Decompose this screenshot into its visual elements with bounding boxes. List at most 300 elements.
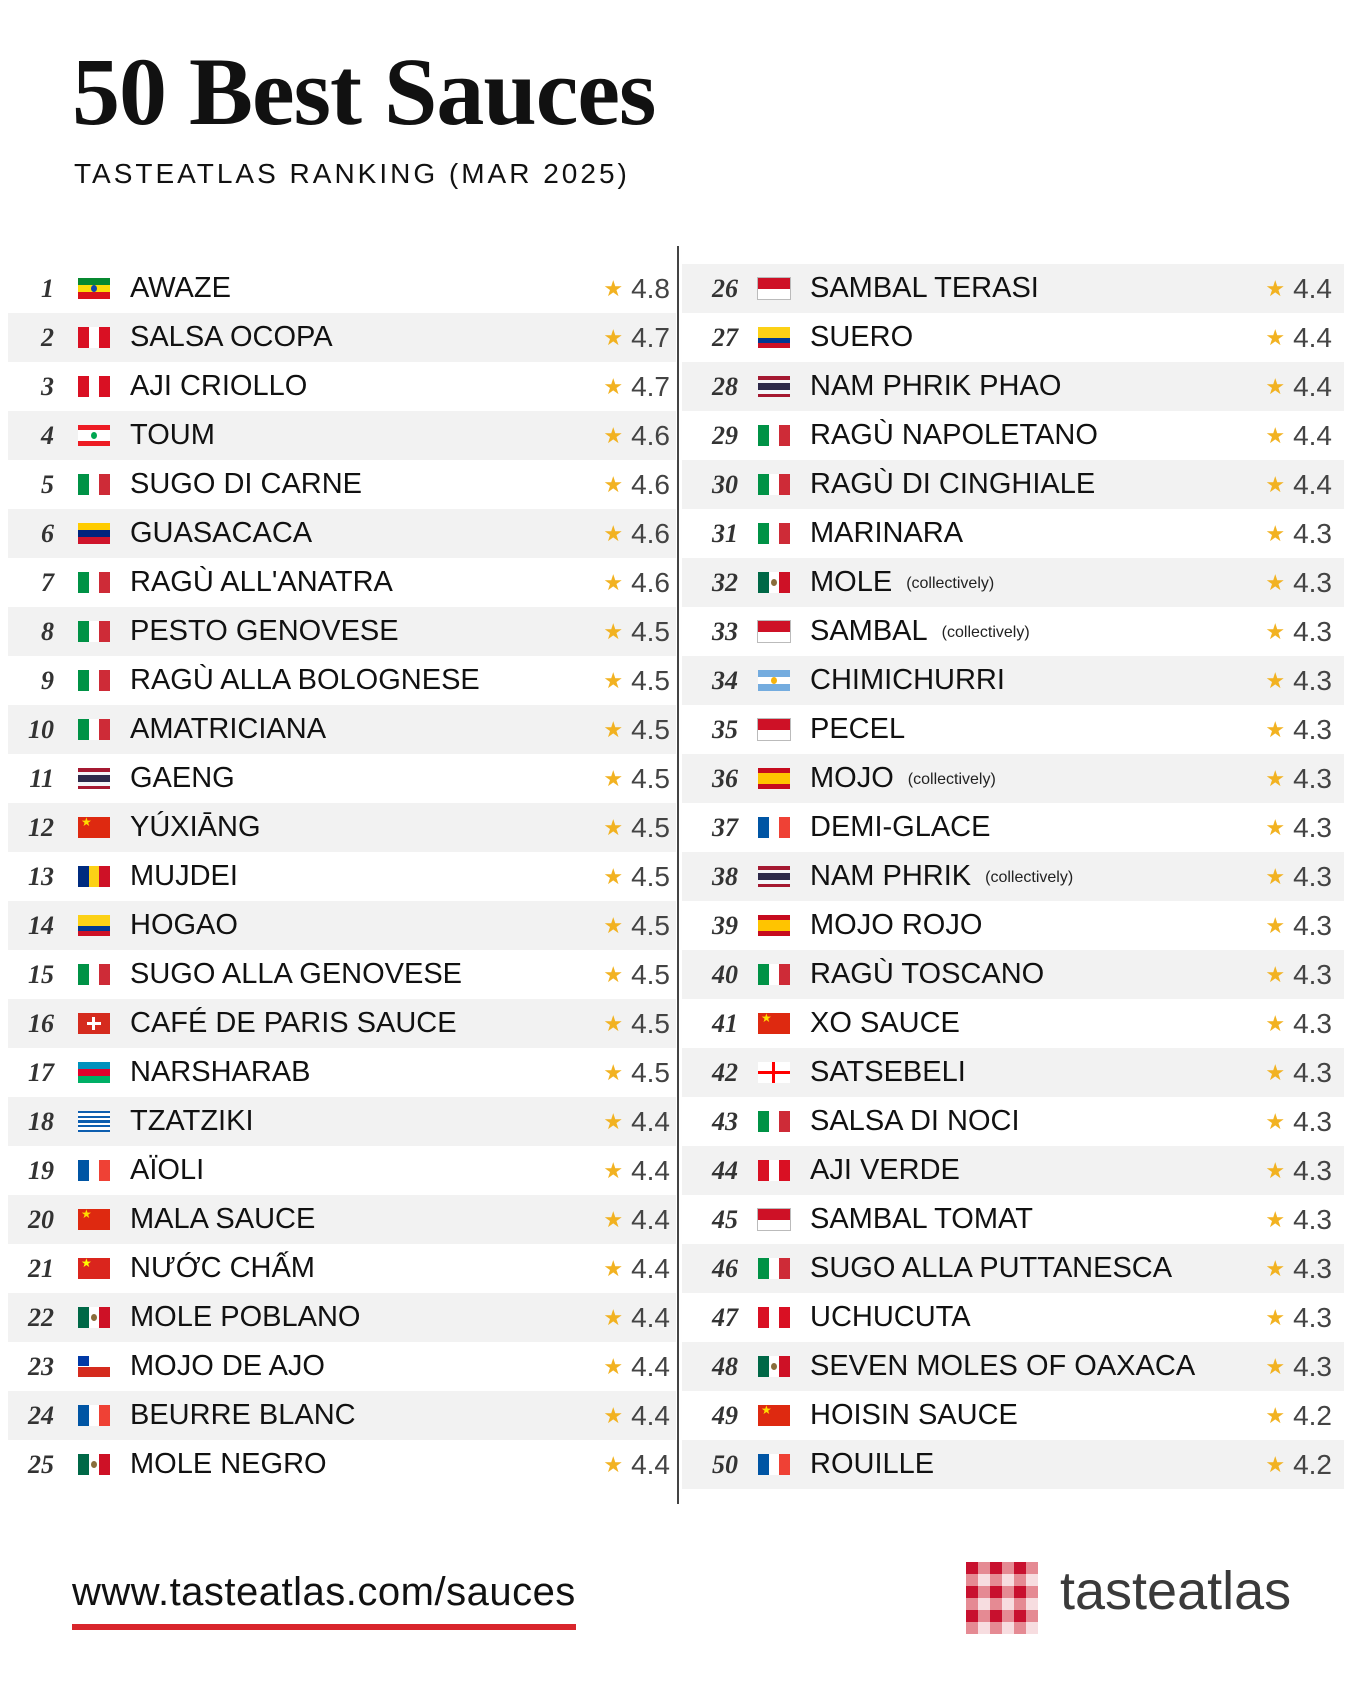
star-icon: ★ bbox=[603, 815, 624, 840]
star-icon: ★ bbox=[1265, 1011, 1286, 1036]
rating bbox=[603, 1195, 670, 1244]
rating bbox=[603, 607, 670, 656]
star-icon: ★ bbox=[603, 962, 624, 987]
sauce-name-text: AÏOLI bbox=[130, 1154, 205, 1186]
sauce-name bbox=[810, 656, 1005, 705]
rating bbox=[603, 264, 670, 313]
sauce-name-text: CHIMICHURRI bbox=[810, 664, 1005, 696]
rating bbox=[1265, 1391, 1332, 1440]
ranking-row bbox=[8, 950, 676, 999]
rank-number: 17 bbox=[28, 1058, 54, 1087]
rank-number: 49 bbox=[712, 1401, 738, 1430]
star-icon: ★ bbox=[1265, 766, 1286, 791]
ranking-row bbox=[8, 1293, 676, 1342]
url-underline bbox=[72, 1624, 576, 1630]
rating-value: 4.5 bbox=[631, 665, 670, 696]
logo-wordmark: tasteatlas bbox=[1060, 1561, 1292, 1621]
rank-number: 14 bbox=[28, 911, 54, 940]
ranking-row bbox=[682, 313, 1344, 362]
ranking-column-left bbox=[8, 264, 676, 1489]
rank-number: 7 bbox=[41, 568, 54, 597]
star-icon: ★ bbox=[1265, 1452, 1286, 1477]
rank-number: 50 bbox=[712, 1450, 738, 1479]
star-icon: ★ bbox=[603, 325, 624, 350]
sauce-name-text: RAGÙ NAPOLETANO bbox=[810, 419, 1098, 451]
ranking-row bbox=[682, 411, 1344, 460]
sauce-name bbox=[810, 313, 913, 362]
flag-peru-icon bbox=[758, 1307, 790, 1328]
rating-value: 4.5 bbox=[631, 861, 670, 892]
sauce-name-text: PECEL bbox=[810, 713, 906, 745]
rank-number: 39 bbox=[712, 911, 738, 940]
flag-vietnam-icon: ★ bbox=[78, 1258, 110, 1279]
star-icon: ★ bbox=[1265, 1354, 1286, 1379]
rank-number: 16 bbox=[28, 1009, 54, 1038]
sauce-note: (collectively) bbox=[985, 868, 1074, 886]
sauce-name-text: GUASACACA bbox=[130, 517, 313, 549]
rating-value: 4.5 bbox=[631, 1057, 670, 1088]
rank-number: 35 bbox=[712, 715, 738, 744]
rating bbox=[1265, 754, 1332, 803]
sauce-name bbox=[810, 607, 1030, 656]
rating bbox=[603, 1244, 670, 1293]
rating-value: 4.4 bbox=[1293, 469, 1332, 500]
star-icon: ★ bbox=[603, 766, 624, 791]
sauce-name-text: DEMI-GLACE bbox=[810, 811, 991, 843]
rank-number: 15 bbox=[28, 960, 54, 989]
sauce-name-text: NƯỚC CHẤM bbox=[130, 1252, 315, 1284]
ranking-row bbox=[8, 1440, 676, 1489]
rank-number: 34 bbox=[712, 666, 738, 695]
rating-value: 4.3 bbox=[1293, 861, 1332, 892]
sauce-name-text: NAM PHRIK bbox=[810, 860, 972, 892]
star-icon: ★ bbox=[1265, 1060, 1286, 1085]
sauce-name-text: MARINARA bbox=[810, 517, 964, 549]
ranking-row bbox=[682, 1440, 1344, 1489]
flag-spain-icon bbox=[758, 915, 790, 936]
rank-number: 37 bbox=[712, 813, 738, 842]
sauce-name-text: SUGO DI CARNE bbox=[130, 468, 363, 500]
ranking-row bbox=[682, 1048, 1344, 1097]
sauce-name bbox=[810, 1048, 966, 1097]
sauce-name-text: SAMBAL TOMAT bbox=[810, 1203, 1033, 1235]
star-icon: ★ bbox=[1265, 423, 1286, 448]
flag-italy-icon bbox=[758, 1258, 790, 1279]
star-icon: ★ bbox=[603, 619, 624, 644]
rating-value: 4.5 bbox=[631, 763, 670, 794]
rating bbox=[1265, 1293, 1332, 1342]
rank-number: 20 bbox=[28, 1205, 54, 1234]
star-icon: ★ bbox=[603, 1011, 624, 1036]
ranking-row bbox=[682, 558, 1344, 607]
rating-value: 4.3 bbox=[1293, 1106, 1332, 1137]
rank-number: 43 bbox=[712, 1107, 738, 1136]
ranking-row bbox=[8, 313, 676, 362]
flag-italy-icon bbox=[78, 964, 110, 985]
rank-number: 13 bbox=[28, 862, 54, 891]
star-icon: ★ bbox=[603, 864, 624, 889]
sauce-name bbox=[130, 362, 307, 411]
rating-value: 4.3 bbox=[1293, 1155, 1332, 1186]
sauce-name-text: YÚXIĀNG bbox=[130, 811, 261, 843]
rating-value: 4.5 bbox=[631, 1008, 670, 1039]
ranking-row bbox=[682, 1146, 1344, 1195]
sauce-name bbox=[810, 1244, 1172, 1293]
rating bbox=[1265, 803, 1332, 852]
rating-value: 4.3 bbox=[1293, 1351, 1332, 1382]
flag-france-icon bbox=[758, 1454, 790, 1475]
ranking-row bbox=[682, 362, 1344, 411]
rating bbox=[603, 362, 670, 411]
rank-number: 48 bbox=[712, 1352, 738, 1381]
rank-number: 21 bbox=[28, 1254, 54, 1283]
rating-value: 4.3 bbox=[1293, 763, 1332, 794]
flag-switzerland-icon bbox=[78, 1013, 110, 1034]
sauce-name bbox=[130, 460, 362, 509]
star-icon: ★ bbox=[603, 1403, 624, 1428]
rank-number: 11 bbox=[29, 764, 54, 793]
rating-value: 4.4 bbox=[631, 1253, 670, 1284]
sauce-name bbox=[810, 754, 996, 803]
sauce-name-text: AWAZE bbox=[130, 272, 231, 304]
sauce-name-text: HOISIN SAUCE bbox=[810, 1399, 1018, 1431]
rating bbox=[603, 999, 670, 1048]
sauce-name bbox=[130, 950, 462, 999]
star-icon: ★ bbox=[603, 1207, 624, 1232]
rating bbox=[603, 460, 670, 509]
sauce-name bbox=[130, 1048, 311, 1097]
flag-indonesia-icon bbox=[758, 1209, 790, 1230]
star-icon: ★ bbox=[1265, 864, 1286, 889]
rating bbox=[1265, 1097, 1332, 1146]
star-icon: ★ bbox=[603, 1256, 624, 1281]
sauce-name bbox=[130, 754, 235, 803]
rating bbox=[603, 754, 670, 803]
sauce-name-text: AJI VERDE bbox=[810, 1154, 960, 1186]
rating-value: 4.4 bbox=[1293, 371, 1332, 402]
flag-italy-icon bbox=[758, 523, 790, 544]
page-subtitle: TASTEATLAS RANKING (MAR 2025) bbox=[74, 158, 630, 189]
rating bbox=[603, 950, 670, 999]
sauce-name-text: TZATZIKI bbox=[130, 1105, 254, 1137]
rank-number: 40 bbox=[712, 960, 738, 989]
star-icon: ★ bbox=[1265, 570, 1286, 595]
rating-value: 4.5 bbox=[631, 714, 670, 745]
flag-ethiopia-icon bbox=[78, 278, 110, 299]
rating-value: 4.4 bbox=[631, 1155, 670, 1186]
sauce-name-text: ROUILLE bbox=[810, 1448, 935, 1480]
sauce-name-text: MOLE POBLANO bbox=[130, 1301, 361, 1333]
rating-value: 4.3 bbox=[1293, 665, 1332, 696]
column-divider bbox=[677, 246, 679, 1504]
ranking-row bbox=[682, 852, 1344, 901]
rating bbox=[1265, 656, 1332, 705]
sauce-note: (collectively) bbox=[907, 770, 996, 788]
rating bbox=[1265, 1342, 1332, 1391]
ranking-row bbox=[682, 1244, 1344, 1293]
rating bbox=[603, 509, 670, 558]
rating-value: 4.3 bbox=[1293, 518, 1332, 549]
ranking-row bbox=[682, 1293, 1344, 1342]
sauce-name-text: HOGAO bbox=[130, 909, 238, 941]
sauce-name-text: GAENG bbox=[130, 762, 235, 794]
star-icon: ★ bbox=[1265, 276, 1286, 301]
rating-value: 4.2 bbox=[1293, 1400, 1332, 1431]
flag-thailand-icon bbox=[758, 866, 790, 887]
sauce-name-text: NAM PHRIK PHAO bbox=[810, 370, 1062, 402]
ranking-row bbox=[8, 558, 676, 607]
rating bbox=[603, 558, 670, 607]
rank-number: 42 bbox=[712, 1058, 738, 1087]
ranking-row bbox=[8, 1146, 676, 1195]
rank-number: 26 bbox=[712, 274, 738, 303]
sauce-name-text: UCHUCUTA bbox=[810, 1301, 971, 1333]
rank-number: 10 bbox=[28, 715, 54, 744]
star-icon: ★ bbox=[603, 1305, 624, 1330]
star-icon: ★ bbox=[603, 1158, 624, 1183]
rating-value: 4.6 bbox=[631, 567, 670, 598]
sauce-name-text: MOJO DE AJO bbox=[130, 1350, 325, 1382]
flag-china-icon: ★ bbox=[78, 1209, 110, 1230]
rank-number: 4 bbox=[41, 421, 54, 450]
rank-number: 30 bbox=[712, 470, 738, 499]
sauce-name bbox=[130, 1195, 315, 1244]
rank-number: 25 bbox=[28, 1450, 54, 1479]
sauce-name bbox=[810, 1391, 1018, 1440]
rank-number: 44 bbox=[712, 1156, 738, 1185]
flag-indonesia-icon bbox=[758, 719, 790, 740]
flag-china-icon: ★ bbox=[758, 1013, 790, 1034]
flag-mexico-icon bbox=[78, 1454, 110, 1475]
flag-france-icon bbox=[758, 817, 790, 838]
ranking-row bbox=[8, 509, 676, 558]
ranking-row bbox=[8, 901, 676, 950]
ranking-row bbox=[682, 999, 1344, 1048]
star-icon: ★ bbox=[1265, 717, 1286, 742]
rating-value: 4.5 bbox=[631, 959, 670, 990]
ranking-row bbox=[8, 1342, 676, 1391]
ranking-row bbox=[682, 901, 1344, 950]
sauce-name bbox=[130, 558, 393, 607]
sauce-name bbox=[810, 950, 1044, 999]
ranking-row bbox=[8, 1048, 676, 1097]
sauce-name bbox=[130, 411, 215, 460]
rating bbox=[603, 313, 670, 362]
ranking-row bbox=[8, 1391, 676, 1440]
flag-spain-icon bbox=[758, 768, 790, 789]
star-icon: ★ bbox=[1265, 913, 1286, 938]
ranking-row bbox=[682, 1097, 1344, 1146]
rating-value: 4.4 bbox=[631, 1400, 670, 1431]
rank-number: 38 bbox=[712, 862, 738, 891]
flag-colombia-icon bbox=[78, 915, 110, 936]
sauce-name bbox=[810, 852, 1073, 901]
sauce-name-text: BEURRE BLANC bbox=[130, 1399, 356, 1431]
star-icon: ★ bbox=[1265, 1305, 1286, 1330]
rating bbox=[1265, 460, 1332, 509]
rank-number: 6 bbox=[41, 519, 54, 548]
rank-number: 33 bbox=[712, 617, 738, 646]
flag-mexico-icon bbox=[758, 1356, 790, 1377]
rating-value: 4.3 bbox=[1293, 1302, 1332, 1333]
sauce-name bbox=[130, 1097, 254, 1146]
flag-france-icon bbox=[78, 1405, 110, 1426]
star-icon: ★ bbox=[1265, 962, 1286, 987]
star-icon: ★ bbox=[1265, 325, 1286, 350]
rank-number: 22 bbox=[28, 1303, 54, 1332]
sauce-name bbox=[810, 803, 990, 852]
rank-number: 31 bbox=[712, 519, 738, 548]
star-icon: ★ bbox=[603, 717, 624, 742]
ranking-row bbox=[682, 460, 1344, 509]
ranking-row bbox=[682, 803, 1344, 852]
rating-value: 4.4 bbox=[631, 1106, 670, 1137]
sauce-name bbox=[810, 705, 905, 754]
sauce-name-text: SAMBAL bbox=[810, 615, 928, 647]
sauce-name-text: MALA SAUCE bbox=[130, 1203, 316, 1235]
star-icon: ★ bbox=[1265, 1207, 1286, 1232]
rating-value: 4.3 bbox=[1293, 812, 1332, 843]
sauce-name bbox=[130, 1146, 204, 1195]
sauce-name-text: AJI CRIOLLO bbox=[130, 370, 308, 402]
sauce-note: (collectively) bbox=[941, 623, 1030, 641]
flag-italy-icon bbox=[758, 1111, 790, 1132]
ranking-row bbox=[8, 852, 676, 901]
rating-value: 4.3 bbox=[1293, 1204, 1332, 1235]
sauce-name-text: CAFÉ DE PARIS SAUCE bbox=[130, 1007, 457, 1039]
ranking-row bbox=[682, 1391, 1344, 1440]
flag-peru-icon bbox=[78, 327, 110, 348]
rating bbox=[1265, 1440, 1332, 1489]
sauce-name bbox=[810, 901, 982, 950]
rating bbox=[1265, 1048, 1332, 1097]
ranking-row bbox=[682, 705, 1344, 754]
sauce-name bbox=[810, 1342, 1195, 1391]
sauce-name bbox=[810, 558, 994, 607]
rank-number: 45 bbox=[712, 1205, 738, 1234]
sauce-name-text: RAGÙ DI CINGHIALE bbox=[810, 468, 1096, 500]
sauce-name-text: AMATRICIANA bbox=[130, 713, 327, 745]
sauce-name bbox=[130, 999, 457, 1048]
rating-value: 4.3 bbox=[1293, 910, 1332, 941]
flag-thailand-icon bbox=[78, 768, 110, 789]
rating bbox=[1265, 558, 1332, 607]
rating-value: 4.4 bbox=[631, 1302, 670, 1333]
ranking-row bbox=[8, 411, 676, 460]
flag-indonesia-icon bbox=[758, 278, 790, 299]
sauce-name bbox=[130, 1244, 315, 1293]
rating-value: 4.4 bbox=[631, 1204, 670, 1235]
star-icon: ★ bbox=[603, 374, 624, 399]
sauce-name bbox=[130, 313, 333, 362]
ranking-row bbox=[682, 264, 1344, 313]
rank-number: 9 bbox=[41, 666, 54, 695]
rating-value: 4.4 bbox=[631, 1351, 670, 1382]
sauce-name bbox=[130, 1440, 327, 1489]
rating-value: 4.3 bbox=[1293, 1008, 1332, 1039]
flag-peru-icon bbox=[78, 376, 110, 397]
rank-number: 8 bbox=[41, 617, 54, 646]
rating-value: 4.3 bbox=[1293, 1057, 1332, 1088]
sauce-name-text: NARSHARAB bbox=[130, 1056, 311, 1088]
ranking-column-right bbox=[682, 264, 1344, 1489]
rating-value: 4.7 bbox=[631, 322, 670, 353]
flag-italy-icon bbox=[78, 572, 110, 593]
ranking-row bbox=[8, 460, 676, 509]
star-icon: ★ bbox=[603, 472, 624, 497]
rating-value: 4.4 bbox=[1293, 322, 1332, 353]
flag-greece-icon bbox=[78, 1111, 110, 1132]
rating bbox=[1265, 509, 1332, 558]
rank-number: 1 bbox=[41, 274, 54, 303]
rating bbox=[1265, 1146, 1332, 1195]
sauce-name bbox=[810, 264, 1039, 313]
rank-number: 36 bbox=[712, 764, 738, 793]
rating-value: 4.6 bbox=[631, 518, 670, 549]
star-icon: ★ bbox=[1265, 472, 1286, 497]
flag-china-icon: ★ bbox=[758, 1405, 790, 1426]
rating bbox=[1265, 362, 1332, 411]
sauce-name bbox=[130, 264, 231, 313]
flag-indonesia-icon bbox=[758, 621, 790, 642]
rating bbox=[603, 901, 670, 950]
rating-value: 4.3 bbox=[1293, 714, 1332, 745]
flag-chile-icon bbox=[78, 1356, 110, 1377]
flag-france-icon bbox=[78, 1160, 110, 1181]
rating-value: 4.5 bbox=[631, 812, 670, 843]
ranking-row bbox=[682, 509, 1344, 558]
rating bbox=[1265, 852, 1332, 901]
sauce-name bbox=[810, 460, 1095, 509]
rating bbox=[1265, 411, 1332, 460]
rank-number: 23 bbox=[28, 1352, 54, 1381]
rating bbox=[603, 1097, 670, 1146]
sauce-name-text: XO SAUCE bbox=[810, 1007, 960, 1039]
sauce-name bbox=[810, 1195, 1033, 1244]
ranking-row bbox=[8, 607, 676, 656]
star-icon: ★ bbox=[603, 570, 624, 595]
star-icon: ★ bbox=[603, 913, 624, 938]
rank-number: 46 bbox=[712, 1254, 738, 1283]
ranking-row bbox=[8, 264, 676, 313]
flag-italy-icon bbox=[758, 964, 790, 985]
sauce-name bbox=[130, 607, 399, 656]
star-icon: ★ bbox=[603, 423, 624, 448]
page-title: 50 Best Sauces bbox=[72, 38, 656, 145]
rank-number: 41 bbox=[712, 1009, 738, 1038]
sauce-name-text: RAGÙ ALL'ANATRA bbox=[130, 566, 393, 598]
rating-value: 4.7 bbox=[631, 371, 670, 402]
ranking-row bbox=[682, 607, 1344, 656]
rank-number: 29 bbox=[712, 421, 738, 450]
star-icon: ★ bbox=[603, 1060, 624, 1085]
footer-url-link[interactable]: www.tasteatlas.com/sauces bbox=[72, 1570, 576, 1614]
ranking-row bbox=[8, 705, 676, 754]
ranking-row bbox=[8, 362, 676, 411]
flag-argentina-icon bbox=[758, 670, 790, 691]
star-icon: ★ bbox=[603, 521, 624, 546]
sauce-name bbox=[810, 1146, 960, 1195]
rating-value: 4.3 bbox=[1293, 959, 1332, 990]
star-icon: ★ bbox=[1265, 1109, 1286, 1134]
flag-china-icon: ★ bbox=[78, 817, 110, 838]
sauce-name-text: SUERO bbox=[810, 321, 914, 353]
sauce-name bbox=[130, 852, 238, 901]
star-icon: ★ bbox=[603, 276, 624, 301]
sauce-name bbox=[130, 705, 326, 754]
rating-value: 4.3 bbox=[1293, 616, 1332, 647]
flag-italy-icon bbox=[78, 719, 110, 740]
